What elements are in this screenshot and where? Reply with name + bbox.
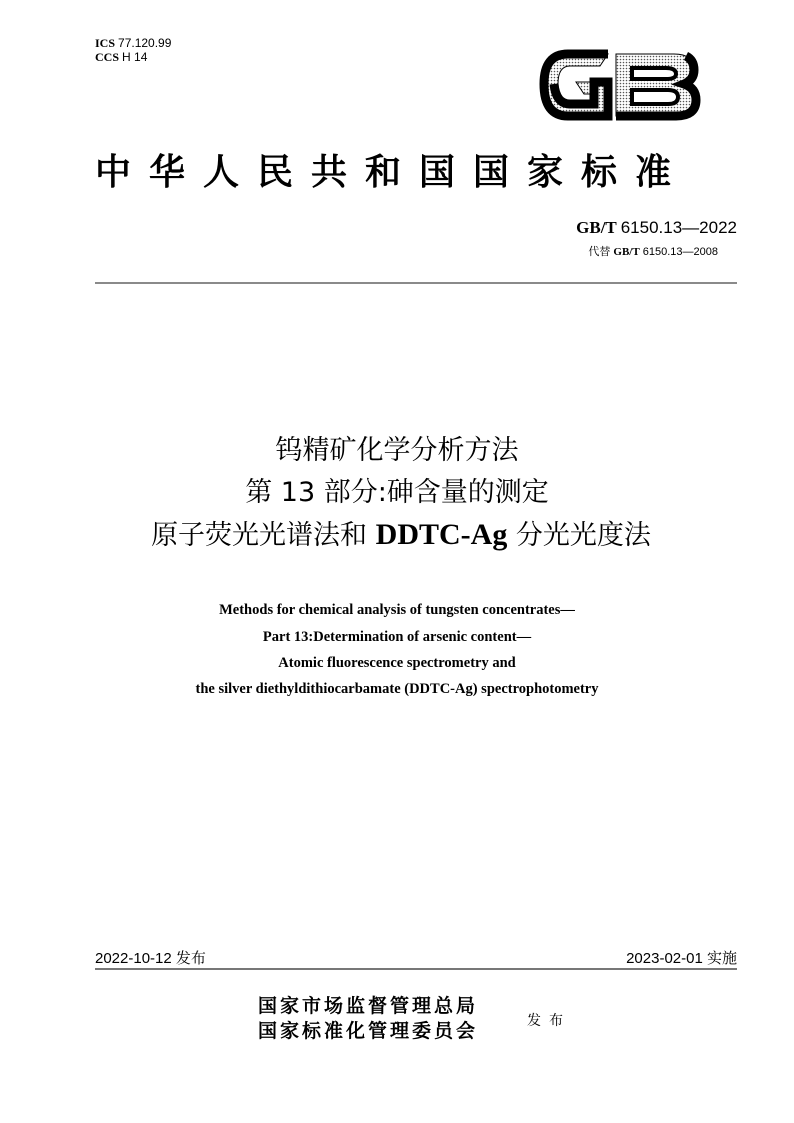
cn-title-line3-a: 原子荧光光谱法和 [151, 520, 368, 551]
footer-divider [95, 968, 737, 970]
ics-code [95, 36, 171, 50]
effective-date: 2023-02-01 实施 [626, 950, 737, 967]
cn-title-line2: 第 13 部分:砷含量的测定 [245, 477, 549, 508]
replaces-label: 代替 [588, 246, 611, 258]
classification-codes [95, 36, 171, 64]
replaces-number: 6150.13—2008 [642, 246, 718, 258]
ccs-label: CCS [95, 50, 120, 64]
gb-logo-icon [538, 46, 702, 122]
en-title-line2: Part 13:Determination of arsenic content— [262, 629, 532, 645]
en-title-line4: the silver diethyldithiocarbamate (DDTC-Ag) spectrophotometry [195, 681, 599, 697]
national-standard-title: 中华人民共和国国家标准 [95, 151, 690, 193]
replaces-standard [588, 243, 718, 259]
standard-number [576, 218, 737, 238]
header-divider [95, 282, 737, 284]
issuer-samr: 国家市场监督管理总局 [258, 995, 479, 1017]
ics-value: 77.120.99 [118, 36, 172, 50]
standard-prefix: GB/T [576, 218, 617, 237]
issuing-authorities [258, 994, 478, 1044]
issue-label: 发布 [527, 1013, 571, 1029]
replaces-prefix: GB/T [613, 246, 640, 258]
ics-label: ICS [95, 36, 116, 50]
cn-title-line1: 钨精矿化学分析方法 [275, 435, 519, 466]
cn-title-line3 [4, 514, 794, 556]
en-title-line3: Atomic fluorescence spectrometry and [278, 655, 516, 671]
cn-title-line3-c: 分光光度法 [515, 520, 651, 551]
standard-number-value: 6150.13—2022 [620, 218, 737, 237]
ccs-code [95, 50, 171, 64]
issuer-sac: 国家标准化管理委员会 [258, 1020, 479, 1042]
en-title-line1: Methods for chemical analysis of tungsten concentrates— [219, 602, 575, 618]
ccs-value: H 14 [122, 50, 148, 64]
publish-date: 2022-10-12 发布 [95, 950, 206, 967]
cn-title-line3-b: DDTC-Ag [375, 518, 508, 551]
